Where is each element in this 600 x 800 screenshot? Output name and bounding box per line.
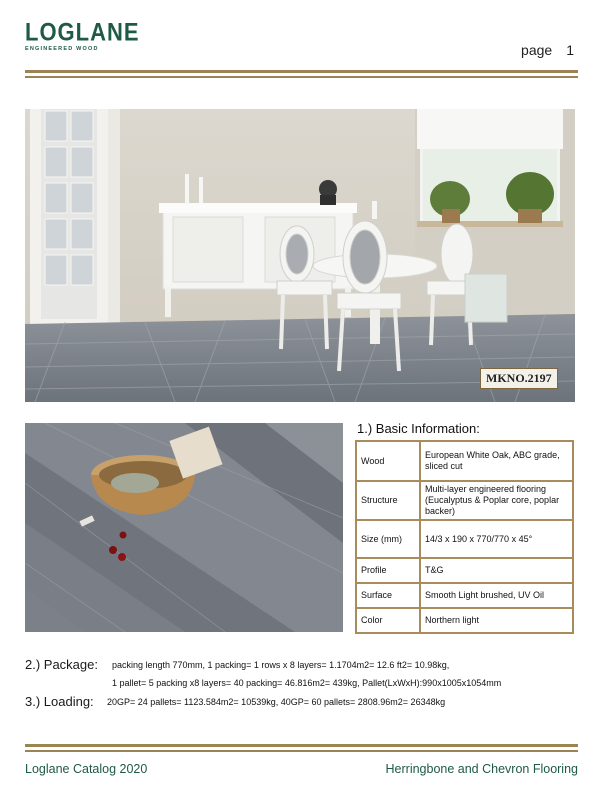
footer-rule xyxy=(25,744,578,747)
hero-room-photo xyxy=(25,109,575,402)
loading-label: 3.) Loading: xyxy=(25,694,94,709)
page-label: page xyxy=(521,42,553,58)
info-value: 14/3 x 190 x 770/770 x 45° xyxy=(420,520,573,558)
info-value: T&G xyxy=(420,558,573,583)
info-key: Structure xyxy=(356,481,420,520)
logo-text: LOGLANE xyxy=(25,17,140,47)
info-row xyxy=(356,608,573,633)
detail-floor-photo xyxy=(25,423,343,632)
brand-logo xyxy=(25,17,140,52)
info-key: Profile xyxy=(356,558,420,583)
footer-product-line: Herringbone and Chevron Flooring xyxy=(385,762,578,776)
package-line-2: 1 pallet= 5 packing x8 layers= 40 packing= 46.816m2= 439kg, Pallet(LxWxH):990x1005x1054mm xyxy=(112,678,502,688)
loading-text: 20GP= 24 pallets= 1123.584m2= 10539kg, 40GP= 60 pallets= 2808.96m2= 26348kg xyxy=(107,697,446,707)
info-row xyxy=(356,441,573,481)
info-key: Wood xyxy=(356,441,420,481)
info-key: Surface xyxy=(356,583,420,608)
info-row xyxy=(356,583,573,608)
page-number: 1 xyxy=(566,42,574,58)
info-row xyxy=(356,558,573,583)
info-row xyxy=(356,520,573,558)
header-rule-thin xyxy=(25,76,578,78)
basic-info-title: 1.) Basic Information: xyxy=(357,421,480,436)
package-line-1: packing length 770mm, 1 packing= 1 rows x 8 layers= 1.1704m2= 12.6 ft2= 10.98kg, xyxy=(112,660,450,670)
basic-info-table xyxy=(355,440,574,634)
logo-subtitle: ENGINEERED WOOD xyxy=(25,46,99,52)
info-key: Size (mm) xyxy=(356,520,420,558)
package-label: 2.) Package: xyxy=(25,657,98,672)
model-number-label: MKNO.2197 xyxy=(480,368,558,389)
info-value: European White Oak, ABC grade, sliced cut xyxy=(420,441,573,481)
info-row xyxy=(356,481,573,520)
footer-rule-thin xyxy=(25,750,578,752)
page-indicator xyxy=(521,42,574,58)
info-value: Smooth Light brushed, UV Oil xyxy=(420,583,573,608)
info-value: Northern light xyxy=(420,608,573,633)
header-rule xyxy=(25,70,578,73)
info-value: Multi-layer engineered flooring (Eucalyptus & Poplar core, poplar backer) xyxy=(420,481,573,520)
footer-catalog: Loglane Catalog 2020 xyxy=(25,762,148,776)
info-key: Color xyxy=(356,608,420,633)
